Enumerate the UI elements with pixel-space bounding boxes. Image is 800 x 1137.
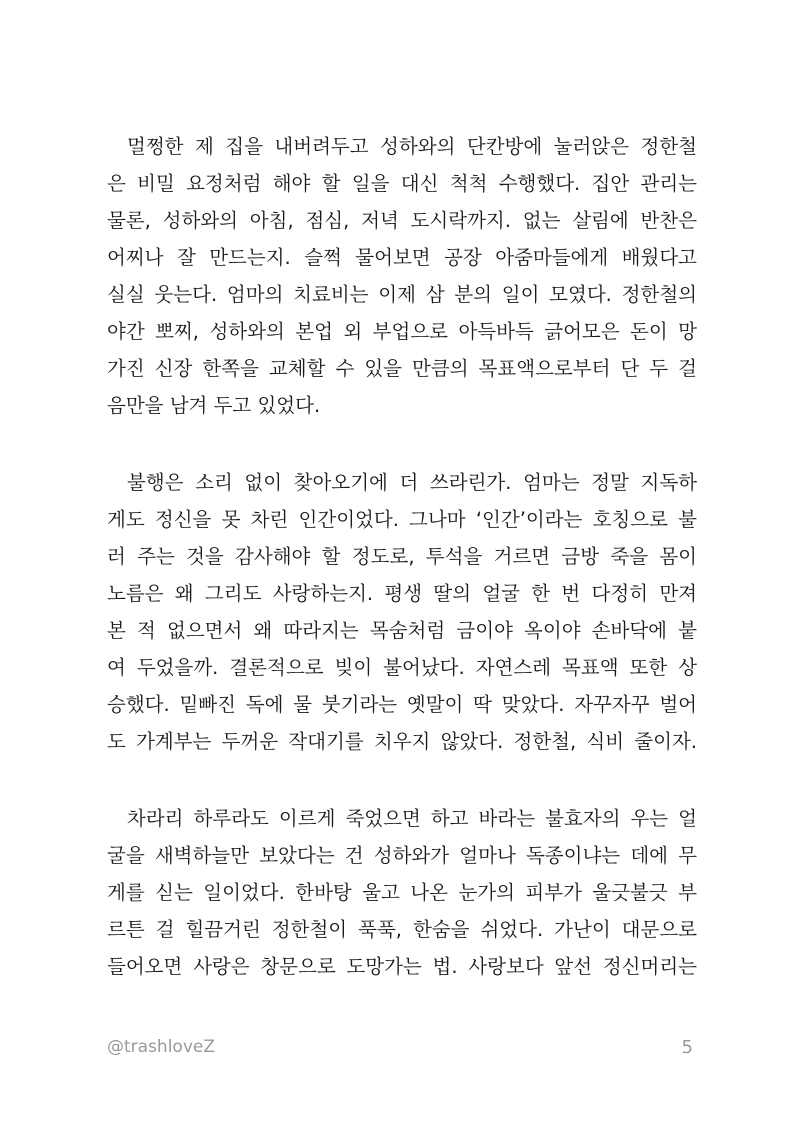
text-line: 불행은 소리 없이 찾아오기에 더 쓰라린가. 엄마는 정말 지독하 <box>127 471 697 494</box>
text-line: 들어오면 사랑은 창문으로 도망가는 법. 사랑보다 앞선 정신머리는 <box>107 955 697 978</box>
text-line: 본 적 없으면서 왜 따라지는 목숨처럼 금이야 옥이야 손바닥에 붙 <box>107 619 697 642</box>
text-line: 차라리 하루라도 이르게 죽었으면 하고 바라는 불효자의 우는 얼 <box>127 807 697 830</box>
text-line: 어찌나 잘 만드는지. 슬쩍 물어보면 공장 아줌마들에게 배웠다고 <box>107 246 697 269</box>
text-line: 멀쩡한 제 집을 내버려두고 성하와의 단칸방에 눌러앉은 정한철 <box>127 135 697 158</box>
text-line: 은 비밀 요정처럼 해야 할 일을 대신 척척 수행했다. 집안 관리는 <box>107 172 697 195</box>
page-body <box>107 128 697 1025</box>
text-line: 가진 신장 한쪽을 교체할 수 있을 만큼의 목표액으로부터 단 두 걸 <box>107 357 697 380</box>
text-line: 르튼 걸 힐끔거린 정한철이 푹푹, 한숨을 쉬었다. 가난이 대문으로 <box>107 918 697 941</box>
text-line: 여 두었을까. 결론적으로 빚이 불어났다. 자연스레 목표액 또한 상 <box>107 656 697 679</box>
paragraph-1 <box>107 128 697 424</box>
text-line: 실실 웃는다. 엄마의 치료비는 이제 삼 분의 일이 모였다. 정한철의 <box>107 283 697 306</box>
paragraph-3 <box>107 800 697 985</box>
text-line: 물론, 성하와의 아침, 점심, 저녁 도시락까지. 없는 살림에 반찬은 <box>107 209 697 232</box>
text-line: 음만을 남겨 두고 있었다. <box>107 394 321 417</box>
text-line: 게를 싣는 일이었다. 한바탕 울고 나온 눈가의 피부가 울긋불긋 부 <box>107 881 697 904</box>
text-line: 도 가계부는 두꺼운 작대기를 치우지 않았다. 정한철, 식비 줄이자. <box>107 730 697 753</box>
text-line: 승했다. 밑빠진 독에 물 붓기라는 옛말이 딱 맞았다. 자꾸자꾸 벌어 <box>107 693 697 716</box>
text-line: 굴을 새벽하늘만 보았다는 건 성하와가 얼마나 독종이냐는 데에 무 <box>107 844 697 867</box>
text-line: 야간 뽀찌, 성하와의 본업 외 부업으로 아득바득 긁어모은 돈이 망 <box>107 320 697 343</box>
page-number: 5 <box>681 1037 693 1058</box>
text-line: 게도 정신을 못 차린 인간이었다. 그나마 ‘인간’이라는 호칭으로 불 <box>107 508 697 531</box>
text-line: 러 주는 것을 감사해야 할 정도로, 투석을 거르면 금방 죽을 몸이 <box>107 545 697 568</box>
text-line: 노름은 왜 그리도 사랑하는지. 평생 딸의 얼굴 한 번 다정히 만져 <box>107 582 697 605</box>
paragraph-2 <box>107 464 697 760</box>
author-handle: @trashloveZ <box>107 1037 215 1057</box>
